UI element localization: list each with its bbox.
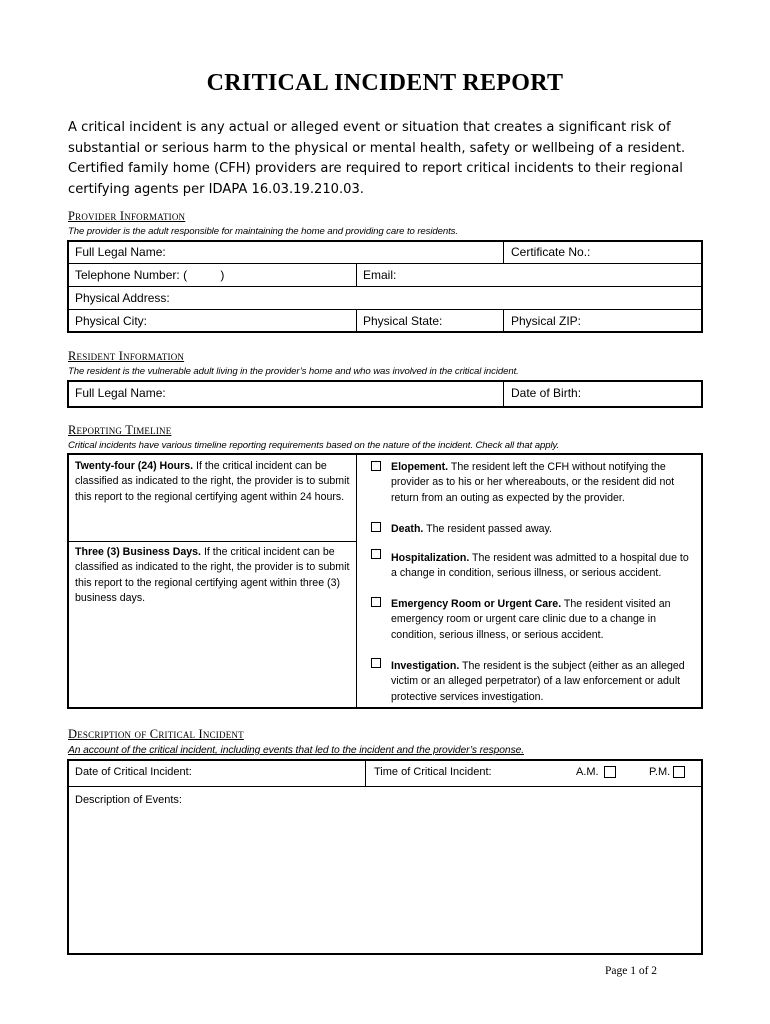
emergency-room-option: Emergency Room or Urgent Care. The resident visited an emergency room or urgent care clinic due to a change in condition, serious illness, or serious accident.	[391, 598, 671, 641]
description-subtitle: An account of the critical incident, including events that led to the incident and the provider’s response.	[68, 745, 524, 756]
intro-paragraph: A critical incident is any actual or alleged event or situation that creates a significant risk of substantial or serious harm to the physical or mental health, safety or wellbeing of a resident. Certified family home (CFH) providers are required to report critical incidents to their regional certifying agents per IDAPA 16.03.19.210.03.	[68, 120, 686, 197]
emergency-room-checkbox[interactable]	[371, 597, 381, 607]
description-heading: Description of Critical Incident	[68, 727, 244, 741]
twentyfour-hours-text: Twenty-four (24) Hours. If the critical incident can be classified as indicated to the right, the provider is to submit this report to the regional certifying agent within 24 hours.	[75, 460, 350, 503]
full-legal-name-field[interactable]: Full Legal Name:	[75, 245, 166, 259]
description-table	[67, 759, 703, 955]
hospitalization-option: Hospitalization. The resident was admitted to a hospital due to a change in condition, serious illness, or serious accident.	[391, 552, 689, 580]
timeline-heading: Reporting Timeline	[68, 423, 172, 437]
elopement-option: Elopement. The resident left the CFH without notifying the provider as to his or her whereabouts, or the resident did not return from an outing as expected by the provider.	[391, 461, 675, 504]
physical-zip-field[interactable]: Physical ZIP:	[511, 314, 582, 328]
page-title: CRITICAL INCIDENT REPORT	[206, 70, 564, 96]
resident-heading: Resident Information	[68, 349, 185, 363]
resident-name-field[interactable]: Full Legal Name:	[75, 386, 166, 400]
physical-state-field[interactable]: Physical State:	[363, 314, 443, 328]
death-option: Death. The resident passed away.	[391, 523, 552, 535]
three-days-text: Three (3) Business Days. If the critical incident can be classified as indicated to the right, the provider is to submit this report to the regional certifying agent within three (3) business days.	[75, 546, 350, 604]
death-checkbox[interactable]	[371, 522, 381, 532]
page-number: Page 1 of 2	[605, 965, 658, 977]
date-of-birth-field[interactable]: Date of Birth:	[511, 386, 582, 400]
elopement-checkbox[interactable]	[371, 461, 381, 471]
investigation-option: Investigation. The resident is the subject (either as an alleged victim or an alleged perpetrator) of a law enforcement or adult protective services investigation.	[391, 660, 685, 703]
telephone-field[interactable]: Telephone Number: ( )	[75, 268, 225, 282]
timeline-subtitle: Critical incidents have various timeline reporting requirements based on the nature of the incident. Check all that apply.	[68, 440, 560, 451]
am-label: A.M.	[576, 766, 599, 778]
provider-heading: Provider Information	[68, 209, 186, 223]
pm-checkbox[interactable]	[673, 766, 685, 778]
resident-subtitle: The resident is the vulnerable adult living in the provider’s home and who was involved in the critical incident.	[68, 366, 519, 377]
am-checkbox[interactable]	[604, 766, 616, 778]
email-field[interactable]: Email:	[363, 268, 397, 282]
incident-date-field[interactable]: Date of Critical Incident:	[75, 766, 192, 778]
hospitalization-checkbox[interactable]	[371, 549, 381, 559]
pm-label: P.M.	[649, 766, 671, 778]
certificate-no-field[interactable]: Certificate No.:	[511, 245, 591, 259]
physical-address-field[interactable]: Physical Address:	[75, 291, 170, 305]
provider-subtitle: The provider is the adult responsible for maintaining the home and providing care to residents.	[68, 226, 458, 237]
physical-city-field[interactable]: Physical City:	[75, 314, 148, 328]
description-of-events-field[interactable]: Description of Events:	[75, 794, 182, 806]
incident-time-field[interactable]: Time of Critical Incident:	[374, 766, 492, 778]
investigation-checkbox[interactable]	[371, 658, 381, 668]
